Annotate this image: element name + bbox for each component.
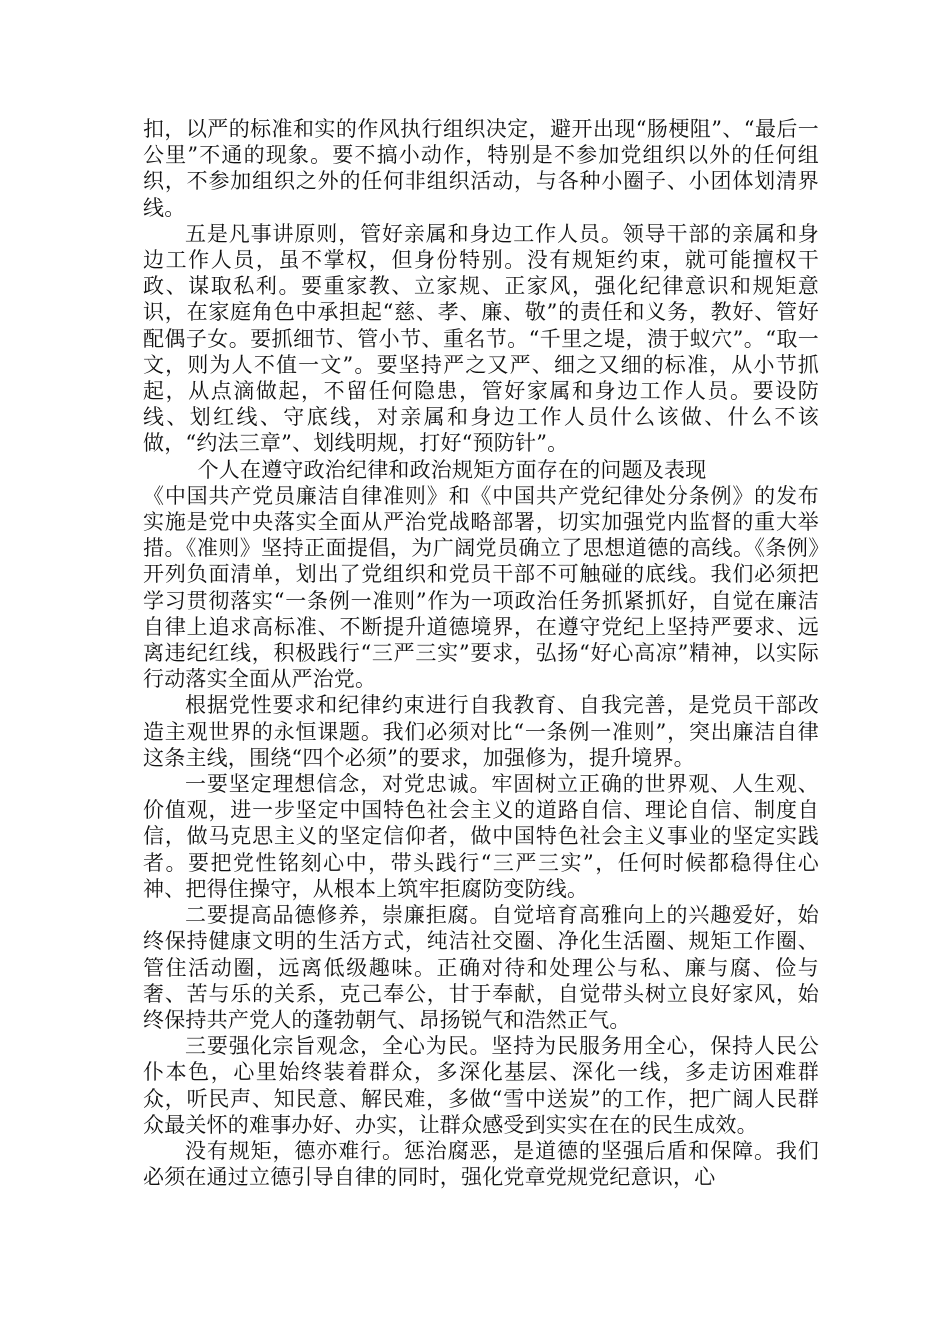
paragraph-self-education: 根据党性要求和纪律约束进行自我教育、自我完善，是党员干部改造主观世界的永恒课题。我们必须对比“一条例一准则”，突出廉洁自律这条主线，围绕“四个必须”的要求，加强修为，提升境界。 [143,693,819,770]
paragraph-continuation: 扣，以严的标准和实的作风执行组织决定，避开出现“肠梗阻”、“最后一公里”不通的现象。要不搞小动作，特别是不参加党组织以外的任何组织，不参加组织之外的任何非组织活动，与各种小圈子、小团体划清界线。 [143,117,819,220]
paragraph-point-one: 一要坚定理想信念，对党忠诚。牢固树立正确的世界观、人生观、价值观，进一步坚定中国特色社会主义的道路自信、理论自信、制度自信，做马克思主义的坚定信仰者，做中国特色社会主义事业的坚定实践者。要把党性铭刻心中，带头践行“三严三实”，任何时候都稳得住心神、把得住操守，从根本上筑牢拒腐防变防线。 [143,772,819,901]
section-heading: 个人在遵守政治纪律和政治规矩方面存在的问题及表现 [197,457,707,482]
paragraph-point-three: 三要强化宗旨观念，全心为民。坚持为民服务用全心，保持人民公仆本色，心里始终装着群众，多深化基层、深化一线，多走访困难群众，听民声、知民意、解民难，多做“雪中送炭”的工作，把广阔人民群众最关怀的难事办好、办实，让群众感受到实实在在的民生成效。 [143,1034,819,1137]
paragraph-closing: 没有规矩，德亦难行。惩治腐恶，是道德的坚强后盾和保障。我们必须在通过立德引导自律的同时，强化党章党规党纪意识，心 [143,1138,819,1190]
paragraph-point-two: 二要提高品德修养，崇廉拒腐。自觉培育高雅向上的兴趣爱好，始终保持健康文明的生活方式，纯洁社交圈、净化生活圈、规矩工作圈、管住活动圈，远离低级趣味。正确对待和处理公与私、廉与腐、俭与奢、苦与乐的关系，克己奉公，甘于奉献，自觉带头树立良好家风，始终保持共产党人的蓬勃朝气、昂扬锐气和浩然正气。 [143,903,819,1032]
paragraph-point-five: 五是凡事讲原则，管好亲属和身边工作人员。领导干部的亲属和身边工作人员，虽不掌权，但身份特别。没有规矩约束，就可能擅权干政、谋取私利。要重家教、立家规、正家风，强化纪律意识和规矩意识，在家庭角色中承担起“慈、孝、廉、敬”的责任和义务，教好、管好配偶子女。要抓细节、管小节、重名节。“千里之堤，溃于蚁穴”。“取一文，则为人不值一文”。要坚持严之又严、细之又细的标准，从小节抓起，从点滴做起，不留任何隐患，管好家属和身边工作人员。要设防线、划红线、守底线，对亲属和身边工作人员什么该做、什么不该做，“约法三章”、划线明规，打好“预防针”。 [143,221,819,456]
document-text-body [143,116,819,1190]
paragraph-intro: 《中国共产党员廉洁自律准则》和《中国共产党纪律处分条例》的发布实施是党中央落实全面从严治党战略部署，切实加强党内监督的重大举措。《准则》坚持正面提倡，为广阔党员确立了思想道德的高线。《条例》开列负面清单，划出了党组织和党员干部不可触碰的底线。我们必须把学习贯彻落实“一条例一准则”作为一项政治任务抓紧抓好，自觉在廉洁自律上追求高标准、不断提升道德境界，在遵守党纪上坚持严要求、远离违纪红线，积极践行“三严三实”要求，弘扬“好心高凉”精神，以实际行动落实全面从严治党。 [143,483,819,692]
